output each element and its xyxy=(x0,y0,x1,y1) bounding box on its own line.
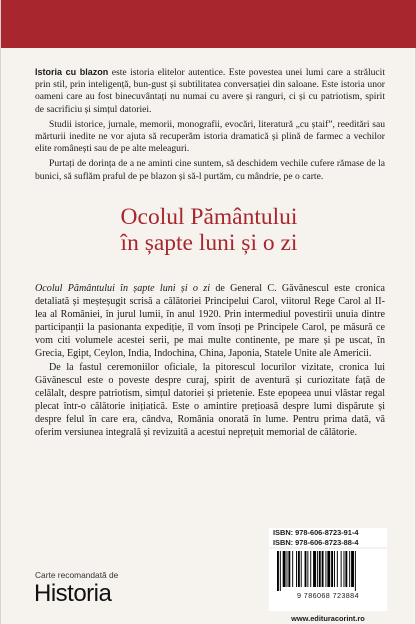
historia-logo: Historia xyxy=(34,580,112,607)
publisher-website: www.edituracorint.ro xyxy=(291,614,365,624)
top-color-band xyxy=(1,0,416,48)
book-description xyxy=(35,283,385,442)
description-paragraph-1-text: de General C. Găvănescul este cronica detaliată și meșteșugit scrisă a călătoriei Principelui Carol, viitorul Rege Carol al II-lea al României, în jurul lumii, în anul 1920. Prin intermediul povestirii unuia dintre participanții la pasionanta expediție, îl vom însoți pe Principele Carol, pe măsură ce vom citi volumele acestei serii, pe mai multe continente, pe mare și pe uscat, în Grecia, Egipt, Ceylon, India, Indochina, China, Japonia, Statele Unite ale Americii. xyxy=(35,283,385,359)
barcode-digits: 9 786068 723884 xyxy=(297,591,359,601)
intro-paragraph-3: Purtați de dorința de a ne aminti cine suntem, să deschidem vechile cufere rămase de la bunici, să suflăm praful de pe blazon și să-l purtăm, cu mândrie, pe o carte. xyxy=(35,158,385,182)
description-paragraph-2: De la fastul ceremoniilor oficiale, la pitorescul locurilor vizitate, cronica lui Găvănescul este o poveste despre curaj, spirit de aventură și curiozitate față de celălalt, despre patriotism, simțul datoriei și prietenie. Este epopeea unui vlăstar regal plecat într-o călătorie inițiatică. Este o amintire prețioasă despre lumi dispărute și despre felul în care era, cândva, România onorată în lume. Pentru prima dată, vă oferim versiunea integrală și revizuită a acestui neprețuit memorial de călătorie. xyxy=(35,362,385,438)
isbn-line-2: ISBN: 978-606-8723-88-4 xyxy=(269,538,387,548)
intro-paragraph-1-text: este istoria elitelor autentice. Este povestea unei lumi care a strălucit prin stil, prin inteligență, bun-gust și subtilitatea conversației din saloane. Este istoria unor oameni care au fost binecuvântați nu numai cu avere și ranguri, ci și cu patriotism, spirit de sacrificiu și simțul datoriei. xyxy=(35,67,386,115)
intro-paragraph-1 xyxy=(35,66,385,116)
recommendation-label: Carte recomandată de xyxy=(35,570,119,580)
intro-paragraph-2: Studii istorice, jurnale, memorii, monografii, evocări, literatură „cu ștaif”, reeditări sau mărturii inedite ne vor ajuta să recuperăm istoria dramatică și plină de farmec a vechilor elite românești sau de pe alte meleaguri. xyxy=(35,118,385,155)
barcode-icon xyxy=(273,551,383,591)
description-title-italic: Ocolul Pământului în șapte luni și o zi xyxy=(35,283,211,294)
series-intro xyxy=(35,66,385,186)
description-paragraph-1 xyxy=(35,283,385,360)
book-title-line-2: în șapte luni și o zi xyxy=(120,230,298,256)
barcode xyxy=(269,549,387,611)
book-title-line-1: Ocolul Pământului xyxy=(120,204,298,230)
isbn-block xyxy=(269,528,387,623)
series-brand: Istoria cu blazon xyxy=(35,67,109,77)
book-title xyxy=(25,204,393,256)
isbn-line-1: ISBN: 978-606-8723-91-4 xyxy=(269,528,387,538)
